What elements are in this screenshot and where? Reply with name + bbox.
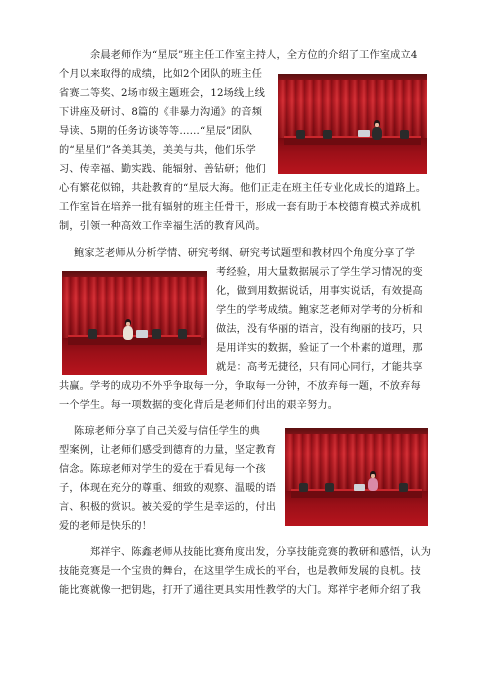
p2-line-9: 一个学生。每一项数据的变化背后是老师们付出的艰辛努力。: [59, 400, 339, 411]
event-photo-2: [62, 271, 207, 375]
p3-line-4: 子，体现在充分的尊重、细致的观察、温暖的语: [59, 483, 277, 494]
p3-line-5: 言、积极的赏识。被关爱的学生是幸运的，付出: [59, 502, 277, 513]
speaker-figure: [368, 471, 378, 491]
p1-line-1: 余晨老师作为“星辰”班主任工作室主持人，全方位的介绍了工作室成立4: [90, 50, 418, 61]
p2-line-2: 考经验，用大量数据展示了学生学习情况的变: [216, 267, 423, 278]
event-photo-3: [285, 428, 428, 526]
p1-line-3: 省赛二等奖、2场市级主题班会，12场线上线: [59, 88, 265, 99]
p4-line-3: 能比赛就像一把钥匙，打开了通往更具实用性教学的大门。郑祥宇老师介绍了我: [59, 585, 421, 596]
p1-line-2: 个月以来取得的成绩，比如2个团队的班主任: [59, 69, 263, 80]
p4-line-1: 郑祥宇、陈鑫老师从技能比赛角度出发，分享技能竞赛的教研和感悟，认为: [90, 547, 432, 558]
p2-line-5: 做法，没有华丽的语言，没有绚丽的技巧，只: [216, 324, 423, 335]
p2-line-4: 学生的学考成绩。鲍家芝老师对学考的分析和: [216, 305, 423, 316]
p1-line-9: 工作室旨在培养一批有辐射的班主任骨干，形成一套有助于本校德育模式养成机: [59, 202, 421, 213]
p3-line-3: 信念。陈琼老师对学生的爱在于看见每一个孩: [59, 464, 266, 475]
p2-line-8: 共赢。学考的成功不外乎争取每一分，争取每一分钟，不放弃每一题，不放弃每: [59, 381, 421, 392]
speaker-figure: [372, 120, 382, 140]
p1-line-5: 导读、5期的任务访谈等等……“星辰”团队: [59, 126, 253, 137]
p3-line-6: 爱的老师是快乐的！: [59, 521, 153, 532]
p2-line-6: 是用详实的数据，验证了一个朴素的道理，那: [216, 343, 423, 354]
p3-line-1: 陈琼老师分享了自己关爱与信任学生的典: [74, 426, 261, 437]
p4-line-2: 技能竞赛是一个宝贵的舞台，在这里学生成长的平台，也是教师发展的良机。技: [59, 566, 421, 577]
p2-line-1: 鲍家芝老师从分析学情、研究考纲、研究考试题型和教材四个角度分享了学: [74, 248, 416, 259]
p2-line-7: 就是：高考无捷径，只有同心同行，才能共享: [216, 362, 423, 373]
p1-line-6: 的“星星们”各美其美，美美与共，他们乐学: [59, 145, 256, 156]
p1-line-4: 下讲座及研讨、8篇的《非暴力沟通》的音频: [59, 107, 263, 118]
p1-line-8: 心有繁花似锦，共赴教育的“星辰大海。他们正走在班主任专业化成长的道路上。: [59, 183, 427, 194]
p2-line-3: 化，做到用数据说话，用事实说话，有效提高: [216, 286, 423, 297]
p3-line-2: 型案例，让老师们感受到德育的力量，坚定教育: [59, 445, 277, 456]
event-photo-1: [278, 74, 427, 174]
speaker-figure: [123, 319, 133, 340]
p1-line-10: 制，引领一种高效工作幸福生活的教育风尚。: [59, 221, 266, 232]
p1-line-7: 习、传幸福、勤实践、能辐射、善钻研；他们: [59, 164, 266, 175]
